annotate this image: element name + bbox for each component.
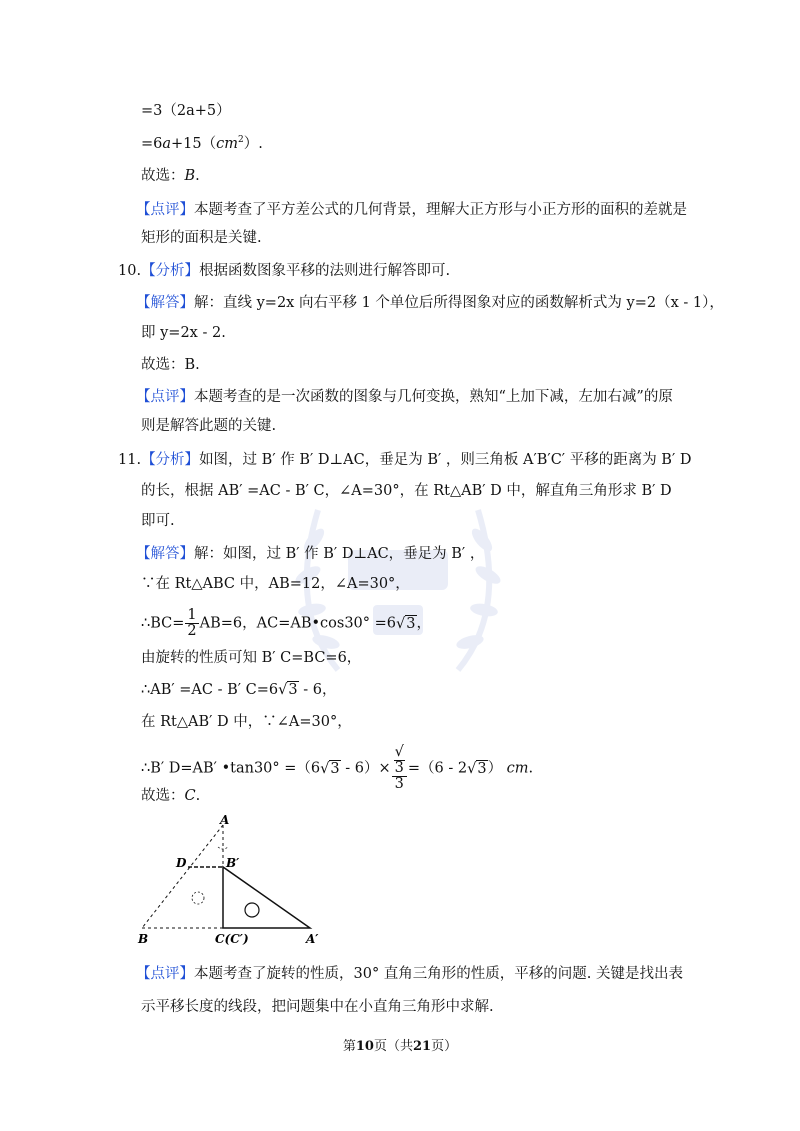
q9-comment-line1: 【点评】本题考查了平方差公式的几何背景，理解大正方形与小正方形的面积的差就是 — [136, 202, 687, 218]
question-number: 11. — [118, 452, 142, 468]
sqrt: √3 — [467, 760, 487, 777]
q10-analysis: 10.【分析】根据函数图象平移的法则进行解答即可. — [118, 263, 451, 279]
q9-eq2: $=6a+15(cm^2)$. — [141, 135, 263, 152]
q10-answer-line1: 【解答】解：直线 y=2x 向右平移 1 个单位后所得图象对应的函数解析式为 y=2（x - 1）， — [136, 295, 724, 311]
label-C: C(C′) — [215, 932, 249, 946]
fraction-sqrt3-over-3: √ 3 3 — [392, 745, 407, 792]
page-number: 10 — [355, 1039, 374, 1054]
q9-choose: 故选：B. — [141, 168, 200, 184]
angle-A-arc — [218, 847, 228, 849]
analysis-tag: 【分析】 — [141, 452, 200, 468]
label-B: B — [138, 932, 149, 946]
q10-choose: 故选：B. — [141, 357, 200, 373]
q11-answer-line4: 由旋转的性质可知 B′ C=BC=6， — [141, 650, 362, 666]
label-Ap: A′ — [306, 932, 319, 946]
hole-circle — [245, 903, 259, 917]
sqrt: √3 — [396, 615, 416, 632]
sqrt: √3 — [320, 760, 340, 777]
q11-analysis-line1: 11.【分析】如图，过 B′ 作 B′ D⊥AC，垂足为 B′ ，则三角板 A′B′C′ 平移的距离为 B′ D — [118, 452, 692, 468]
q11-answer-line5: ∴AB′ =AC - B′ C=6√3 - 6， — [141, 682, 337, 698]
label-Bp: B′ — [226, 856, 240, 870]
q9-eq1: =3（2a+5） — [141, 103, 231, 119]
label-A: A — [220, 815, 230, 827]
q10-comment-line2: 则是解答此题的关键. — [141, 418, 277, 434]
page-footer: 第10页（共21页） — [342, 1039, 458, 1054]
sqrt: √3 — [278, 682, 298, 698]
answer-tag: 【解答】 — [136, 546, 194, 562]
analysis-tag: 【分析】 — [141, 263, 200, 279]
triangle-ApBpCp — [223, 867, 310, 928]
triangle-figure — [130, 815, 350, 950]
line-AB-dashed — [142, 825, 223, 928]
comment-tag: 【点评】 — [136, 966, 194, 982]
q11-comment-line2: 示平移长度的线段，把问题集中在小直角三角形中求解. — [141, 999, 494, 1015]
label-D: D — [176, 856, 187, 870]
q11-answer-line7: ∴B′ D=AB′ •tan30° =（6√3 - 6）× √ 3 3 =（6 - 2√3） cm. — [141, 744, 534, 792]
page-total: 21 — [413, 1039, 432, 1054]
q11-analysis-line2: 的长，根据 AB′ =AC - B′ C，∠A=30°，在 Rt△AB′ D 中，解直角三角形求 B′ D — [141, 483, 672, 499]
answer-tag: 【解答】 — [136, 295, 194, 311]
q11-choose: 故选：C. — [141, 788, 201, 804]
ghost-hole-circle — [192, 892, 204, 904]
question-number: 10. — [118, 263, 142, 279]
comment-tag: 【点评】 — [136, 389, 194, 405]
fraction-one-half: $\frac{1}{2}$ — [187, 607, 197, 639]
q11-analysis-line3: 即可. — [141, 513, 175, 529]
q10-answer-line2: 即 y=2x - 2. — [141, 325, 226, 341]
q11-answer-line3: ∴BC= $\frac{1}{2}$ AB=6，AC=AB•cos30° =6√3， — [141, 607, 431, 639]
q10-comment-line1: 【点评】本题考查的是一次函数的图象与几何变换，熟知“上加下减，左加右减”的原 — [136, 389, 673, 405]
q11-answer-line2: ∵在 Rt△ABC 中，AB=12，∠A=30°， — [141, 576, 410, 592]
q11-answer-line1: 【解答】解：如图，过 B′ 作 B′ D⊥AC，垂足为 B′ ， — [136, 546, 485, 562]
q9-comment-line2: 矩形的面积是关键. — [141, 230, 262, 246]
q11-comment-line1: 【点评】本题考查了旋转的性质，30° 直角三角形的性质，平移的问题. 关键是找出表 — [136, 966, 684, 982]
comment-tag: 【点评】 — [136, 202, 194, 218]
q11-answer-line6: 在 Rt△AB′ D 中，∵∠A=30°， — [141, 714, 352, 730]
